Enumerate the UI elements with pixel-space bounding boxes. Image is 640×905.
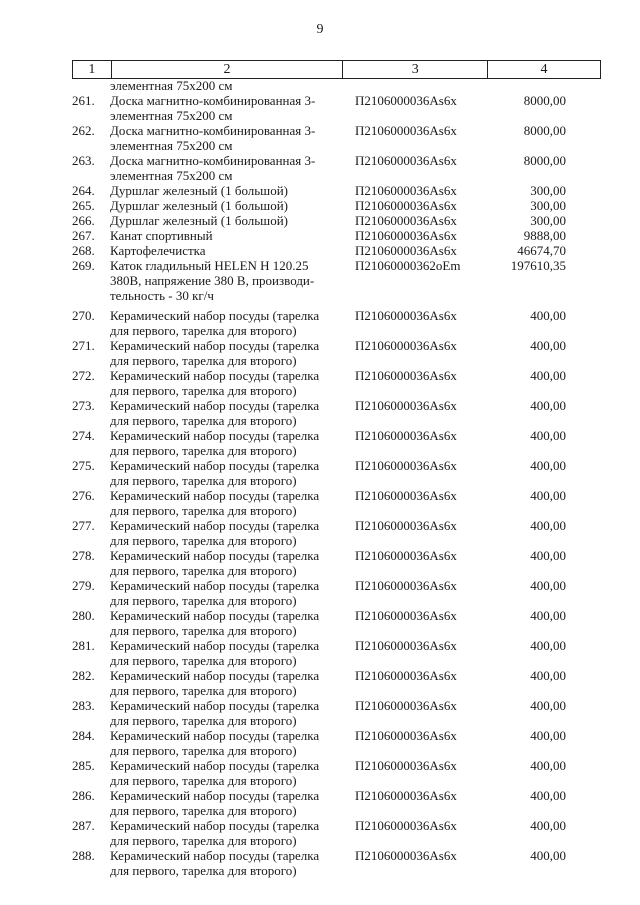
- item-number: 283.: [72, 698, 95, 713]
- item-name-line: для первого, тарелка для второго): [110, 473, 297, 488]
- item-price: 197610,35: [510, 258, 566, 273]
- item-name-line: Керамический набор посуды (тарелка: [110, 758, 320, 773]
- list-item: [0, 213, 640, 228]
- item-name-line: для первого, тарелка для второго): [110, 503, 297, 518]
- list-item: [0, 308, 640, 338]
- item-name-line: для первого, тарелка для второго): [110, 413, 297, 428]
- list-item: [0, 638, 640, 668]
- item-number: 262.: [72, 123, 95, 138]
- item-name-line: для первого, тарелка для второго): [110, 773, 297, 788]
- item-code: П2106000036Аs6х: [355, 228, 457, 243]
- item-name-line: для первого, тарелка для второго): [110, 443, 297, 458]
- item-code: П2106000036Аs6х: [355, 198, 457, 213]
- item-name-line: Керамический набор посуды (тарелка: [110, 848, 320, 863]
- item-number: 288.: [72, 848, 95, 863]
- item-name: [110, 338, 340, 368]
- item-name-line: Керамический набор посуды (тарелка: [110, 578, 320, 593]
- item-name-line: Доска магнитно-комбинированная 3-: [110, 123, 316, 138]
- item-number: 276.: [72, 488, 95, 503]
- item-name-line: Керамический набор посуды (тарелка: [110, 608, 320, 623]
- item-name: [110, 548, 340, 578]
- item-name: [110, 93, 340, 123]
- item-name: [110, 758, 340, 788]
- item-name-line: Картофелечистка: [110, 243, 206, 258]
- list-item: [0, 698, 640, 728]
- item-number: 265.: [72, 198, 95, 213]
- item-name-line: Керамический набор посуды (тарелка: [110, 488, 320, 503]
- page-number: 9: [316, 22, 324, 37]
- item-name: [110, 578, 340, 608]
- item-name-line: для первого, тарелка для второго): [110, 353, 297, 368]
- item-name-line: элементная 75х200 см: [110, 138, 233, 153]
- item-price: 300,00: [530, 198, 566, 213]
- list-item: [0, 608, 640, 638]
- item-number: 274.: [72, 428, 95, 443]
- list-item: [0, 668, 640, 698]
- list-item: [0, 818, 640, 848]
- column-header-3: 3: [343, 61, 488, 79]
- item-number: 269.: [72, 258, 95, 273]
- list-item: [0, 228, 640, 243]
- item-price: 400,00: [530, 698, 566, 713]
- list-item: [0, 728, 640, 758]
- column-header-1: 1: [73, 61, 112, 79]
- item-code: П2106000036Аs6х: [355, 243, 457, 258]
- item-price: 400,00: [530, 728, 566, 743]
- item-number: 281.: [72, 638, 95, 653]
- item-price: 400,00: [530, 578, 566, 593]
- item-price: 9888,00: [523, 228, 566, 243]
- item-name: [110, 848, 340, 878]
- item-name-line: элементная 75х200 см: [110, 108, 233, 123]
- list-item: [0, 123, 640, 153]
- list-item: [0, 788, 640, 818]
- item-code: П2106000036Аs6х: [355, 848, 457, 863]
- item-name-line: для первого, тарелка для второго): [110, 863, 297, 878]
- list-item: [0, 243, 640, 258]
- item-name-line: для первого, тарелка для второго): [110, 713, 297, 728]
- item-number: 270.: [72, 308, 95, 323]
- item-price: 400,00: [530, 368, 566, 383]
- item-name-line: для первого, тарелка для второго): [110, 593, 297, 608]
- item-number: 286.: [72, 788, 95, 803]
- item-code: П2106000036Аs6х: [355, 488, 457, 503]
- item-name-line: Доска магнитно-комбинированная 3-: [110, 153, 316, 168]
- item-price: 400,00: [530, 458, 566, 473]
- item-name-line: Дуршлаг железный (1 большой): [110, 198, 288, 213]
- list-item: [0, 758, 640, 788]
- item-name-line: Керамический набор посуды (тарелка: [110, 308, 320, 323]
- item-name-line: для первого, тарелка для второго): [110, 533, 297, 548]
- item-name-line: Керамический набор посуды (тарелка: [110, 368, 320, 383]
- item-code: П2106000036Аs6х: [355, 428, 457, 443]
- item-code: П2106000036Аs6х: [355, 728, 457, 743]
- item-name-line: Каток гладильный HELEN H 120.25: [110, 258, 309, 273]
- item-code: П2106000036Аs6х: [355, 608, 457, 623]
- item-name: [110, 818, 340, 848]
- item-name-line: Керамический набор посуды (тарелка: [110, 728, 320, 743]
- item-number: 280.: [72, 608, 95, 623]
- column-header-row: [73, 61, 601, 79]
- item-name: [110, 308, 340, 338]
- list-item: [0, 338, 640, 368]
- item-number: 278.: [72, 548, 95, 563]
- item-name-line: Керамический набор посуды (тарелка: [110, 428, 320, 443]
- item-number: 264.: [72, 183, 95, 198]
- list-item: [0, 153, 640, 183]
- list-item: [0, 848, 640, 878]
- item-number: 275.: [72, 458, 95, 473]
- item-code: П2106000036Аs6х: [355, 818, 457, 833]
- item-name-line: для первого, тарелка для второго): [110, 383, 297, 398]
- list-item: [0, 488, 640, 518]
- item-number: 268.: [72, 243, 95, 258]
- item-name-line: Дуршлаг железный (1 большой): [110, 183, 288, 198]
- item-name-line: Доска магнитно-комбинированная 3-: [110, 93, 316, 108]
- item-name: [110, 728, 340, 758]
- item-name: [110, 428, 340, 458]
- item-price: 400,00: [530, 818, 566, 833]
- item-name: [110, 638, 340, 668]
- item-code: П2106000036Аs6х: [355, 788, 457, 803]
- item-number: 273.: [72, 398, 95, 413]
- item-name: [110, 458, 340, 488]
- item-name: [110, 228, 340, 243]
- item-code: П2106000036Аs6х: [355, 183, 457, 198]
- item-price: 400,00: [530, 518, 566, 533]
- item-name-line: для первого, тарелка для второго): [110, 653, 297, 668]
- item-name-line: для первого, тарелка для второго): [110, 833, 297, 848]
- item-code: П2106000036Аs6х: [355, 758, 457, 773]
- item-name: [110, 213, 340, 228]
- item-number: 267.: [72, 228, 95, 243]
- item-name: [110, 698, 340, 728]
- item-name-line: для первого, тарелка для второго): [110, 563, 297, 578]
- item-price: 8000,00: [523, 153, 566, 168]
- item-number: 266.: [72, 213, 95, 228]
- item-name-line: тельность - 30 кг/ч: [110, 288, 214, 303]
- item-price: 400,00: [530, 758, 566, 773]
- column-header-2: 2: [111, 61, 343, 79]
- item-price: 400,00: [530, 608, 566, 623]
- item-price: 400,00: [530, 548, 566, 563]
- item-name-line: Керамический набор посуды (тарелка: [110, 668, 320, 683]
- item-name: [110, 398, 340, 428]
- item-price: 400,00: [530, 338, 566, 353]
- column-header-4: 4: [488, 61, 601, 79]
- item-price: 400,00: [530, 848, 566, 863]
- item-name-line: Керамический набор посуды (тарелка: [110, 638, 320, 653]
- item-number: 284.: [72, 728, 95, 743]
- list-item: [0, 428, 640, 458]
- item-code: П2106000036Аs6х: [355, 308, 457, 323]
- list-item: [0, 368, 640, 398]
- item-name: [110, 198, 340, 213]
- item-price: 300,00: [530, 183, 566, 198]
- item-name-line: для первого, тарелка для второго): [110, 743, 297, 758]
- item-number: 272.: [72, 368, 95, 383]
- item-price: 400,00: [530, 428, 566, 443]
- item-name-line: Канат спортивный: [110, 228, 213, 243]
- item-code: П2106000036Аs6х: [355, 338, 457, 353]
- item-name-line: Керамический набор посуды (тарелка: [110, 818, 320, 833]
- item-name-line: Керамический набор посуды (тарелка: [110, 518, 320, 533]
- inventory-list: [0, 78, 640, 878]
- item-number: 279.: [72, 578, 95, 593]
- item-number: 271.: [72, 338, 95, 353]
- item-price: 400,00: [530, 398, 566, 413]
- item-name: [110, 668, 340, 698]
- item-name-line: Керамический набор посуды (тарелка: [110, 548, 320, 563]
- item-code: П2106000036Аs6х: [355, 458, 457, 473]
- item-price: 400,00: [530, 488, 566, 503]
- item-code: П2106000036Аs6х: [355, 698, 457, 713]
- item-price: 300,00: [530, 213, 566, 228]
- item-price: 8000,00: [523, 123, 566, 138]
- item-code: П2106000036Аs6х: [355, 153, 457, 168]
- item-name-line: Керамический набор посуды (тарелка: [110, 398, 320, 413]
- item-number: 261.: [72, 93, 95, 108]
- item-code: П21060000362оЕm: [355, 258, 461, 273]
- item-number: 263.: [72, 153, 95, 168]
- list-item: [0, 398, 640, 428]
- item-name-line: Керамический набор посуды (тарелка: [110, 338, 320, 353]
- item-price: 400,00: [530, 308, 566, 323]
- item-code: П2106000036Аs6х: [355, 368, 457, 383]
- item-code: П2106000036Аs6х: [355, 578, 457, 593]
- item-code: П2106000036Аs6х: [355, 638, 457, 653]
- item-name: [110, 788, 340, 818]
- item-number: 285.: [72, 758, 95, 773]
- item-name-line: для первого, тарелка для второго): [110, 323, 297, 338]
- list-item: [0, 548, 640, 578]
- item-name-line: Керамический набор посуды (тарелка: [110, 458, 320, 473]
- item-code: П2106000036Аs6х: [355, 668, 457, 683]
- item-price: 400,00: [530, 668, 566, 683]
- item-name-line: Керамический набор посуды (тарелка: [110, 698, 320, 713]
- item-code: П2106000036Аs6х: [355, 518, 457, 533]
- item-name-line: Керамический набор посуды (тарелка: [110, 788, 320, 803]
- item-price: 400,00: [530, 788, 566, 803]
- list-item: [0, 518, 640, 548]
- continuation-text: элементная 75х200 см: [110, 78, 233, 93]
- column-header-table: [72, 60, 601, 79]
- item-code: П2106000036Аs6х: [355, 93, 457, 108]
- list-item: [0, 93, 640, 123]
- item-name: [110, 153, 340, 183]
- item-name: [110, 608, 340, 638]
- item-number: 287.: [72, 818, 95, 833]
- item-name-line: Дуршлаг железный (1 большой): [110, 213, 288, 228]
- item-name: [110, 488, 340, 518]
- item-name-line: для первого, тарелка для второго): [110, 683, 297, 698]
- item-code: П2106000036Аs6х: [355, 213, 457, 228]
- list-item: [0, 578, 640, 608]
- item-name-line: для первого, тарелка для второго): [110, 803, 297, 818]
- item-name-line: элементная 75х200 см: [110, 168, 233, 183]
- list-item: [0, 258, 640, 308]
- continuation-row: [0, 78, 640, 93]
- item-name: [110, 123, 340, 153]
- list-item: [0, 458, 640, 488]
- item-name: [110, 368, 340, 398]
- item-name-line: для первого, тарелка для второго): [110, 623, 297, 638]
- item-price: 46674,70: [517, 243, 566, 258]
- item-name-line: 380В, напряжение 380 В, производи-: [110, 273, 315, 288]
- item-code: П2106000036Аs6х: [355, 123, 457, 138]
- list-item: [0, 198, 640, 213]
- item-price: 400,00: [530, 638, 566, 653]
- item-name: [110, 183, 340, 198]
- item-price: 8000,00: [523, 93, 566, 108]
- item-name: [110, 243, 340, 258]
- item-number: 282.: [72, 668, 95, 683]
- list-item: [0, 183, 640, 198]
- item-name: [110, 258, 340, 303]
- item-code: П2106000036Аs6х: [355, 548, 457, 563]
- item-code: П2106000036Аs6х: [355, 398, 457, 413]
- item-number: 277.: [72, 518, 95, 533]
- item-name: [110, 518, 340, 548]
